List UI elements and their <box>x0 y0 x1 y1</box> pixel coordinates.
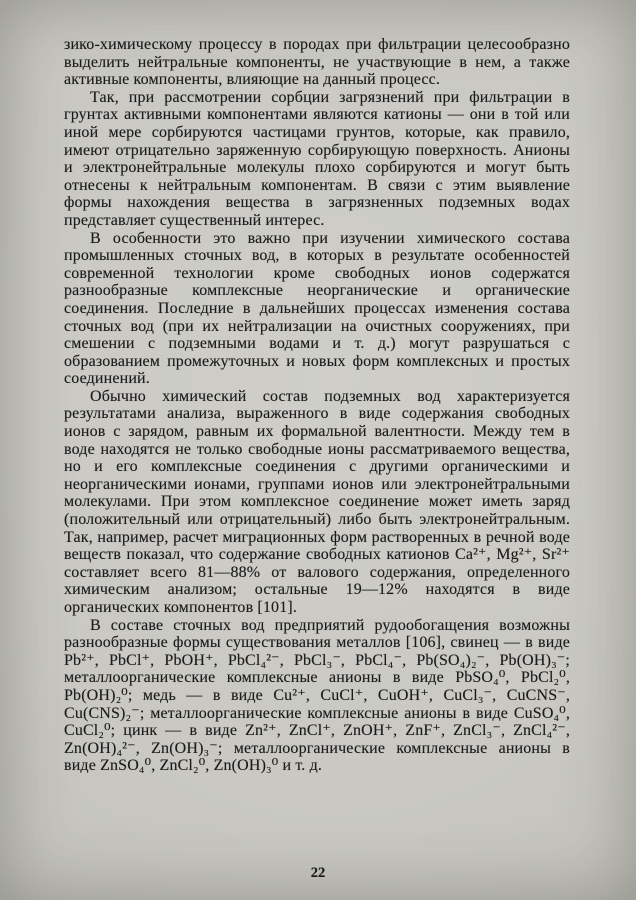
body-text-column <box>64 36 570 775</box>
paragraph-3: В особенности это важно при изучении химического состава промышленных сточных вод, в которых в результате особенностей современной технологии кроме свободных ионов содержатся разнообразные комплексные неорганические и органические соединения. Последние в дальнейших процессах изменения состава сточных вод (при их нейтрализации на очистных сооружениях, при смешении с подземными водами и т. д.) могут разрушаться с образованием промежуточных и новых форм комплексных и простых соединений. <box>64 229 570 388</box>
page-number: 22 <box>310 865 326 881</box>
paragraph-5: В составе сточных вод предприятий рудообогащения возможны разнообразные формы существования металлов [106], свинец — в виде Pb²⁺, PbCl⁺, PbOH⁺, PbCl₄²⁻, PbCl₃⁻, PbCl₄⁻, Pb(SO₄)₂⁻, Pb(OH)₃⁻; металлоорганические комплексные анионы в виде PbSO₄⁰, PbCl₂⁰, Pb(OH)₂⁰; медь — в виде Cu²⁺, CuCl⁺, CuOH⁺, CuCl₃⁻, CuCNS⁻, Cu(CNS)₂⁻; металлоорганические комплексные анионы в виде CuSO₄⁰, CuCl₂⁰; цинк — в виде Zn²⁺, ZnCl⁺, ZnOH⁺, ZnF⁺, ZnCl₃⁻, ZnCl₄²⁻, Zn(OH)₄²⁻, Zn(OH)₃⁻; металлоорганические комплексные анионы в виде ZnSO₄⁰, ZnCl₂⁰, Zn(OH)₃⁰ и т. д. <box>64 616 570 775</box>
paragraph-2: Так, при рассмотрении сорбции загрязнений при фильтрации в грунтах активными компонентами являются катионы — они в той или иной мере сорбируются частицами грунтов, которые, как правило, имеют отрицательно заряженную сорбирующую поверхность. Анионы и электронейтральные молекулы плохо сорбируются и могут быть отнесены к нейтральным компонентам. В связи с этим выявление формы нахождения вещества в загрязненных подземных водах представляет существенный интерес. <box>64 88 570 229</box>
paragraph-4: Обычно химический состав подземных вод характеризуется результатами анализа, выраженного в виде содержания свободных ионов с зарядом, равным их формальной валентности. Между тем в воде находятся не только свободные ионы рассматриваемого вещества, но и его комплексные соединения с другими органическими и неорганическими ионами, группами ионов или электронейтральными молекулами. При этом комплексное соединение может иметь заряд (положительный или отрицательный) либо быть электронейтральным. Так, например, расчет миграционных форм растворенных в речной воде веществ показал, что содержание свободных катионов Ca²⁺, Mg²⁺, Sr²⁺ составляет всего 81—88% от валового содержания, определенного химическим анализом; остальные 19—12% находятся в виде органических компонентов [101]. <box>64 387 570 616</box>
paragraph-1: зико-химическому процессу в породах при фильтрации целесообразно выделить нейтральные компоненты, не участвующие в нем, а также активные компоненты, влияющие на данный процесс. <box>64 36 570 89</box>
